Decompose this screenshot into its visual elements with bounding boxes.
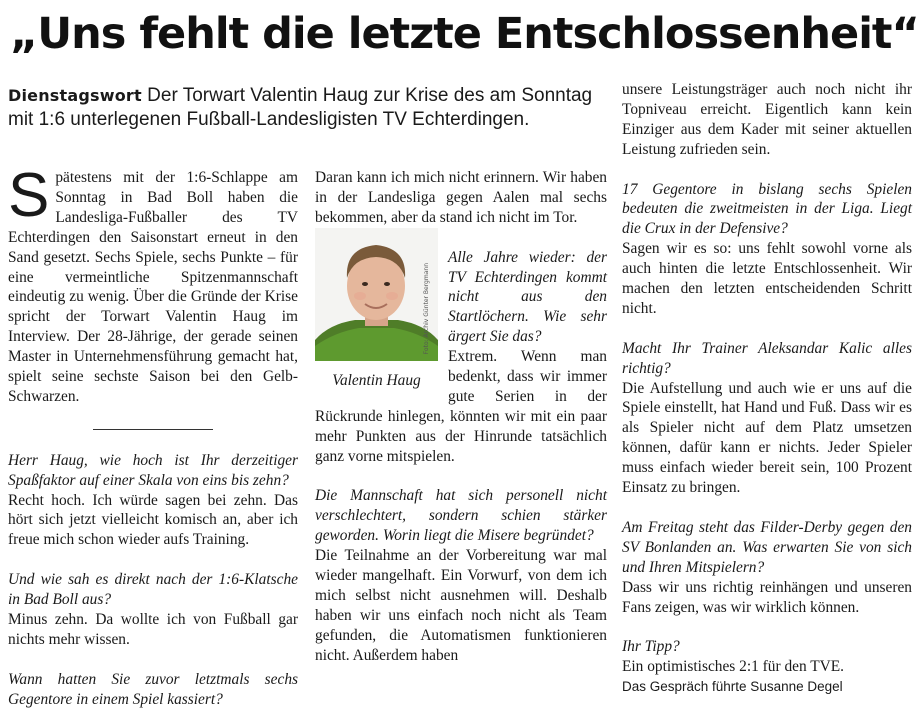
divider	[93, 429, 213, 431]
answer-8: Dass wir uns richtig reinhängen und unseren Fans zeigen, was wir wirklich können.	[622, 578, 912, 616]
dropcap: S	[8, 161, 50, 230]
question-8: Am Freitag steht das Filder-Derby gegen den SV Bonlanden an. Was erwarten Sie von sich und Ihren Mitspielern?	[622, 518, 912, 576]
byline: Das Gespräch führte Susanne Degel	[622, 679, 843, 695]
portrait-figure	[315, 228, 438, 390]
intro-text: Der Torwart Valentin Haug zur Krise des am Sonntag mit 1:6 unterlegenen Fußball-Landesligisten TV Echterdingen.	[8, 85, 593, 130]
photo-credit: Foto: Archiv Günter Bergmann	[423, 263, 431, 355]
question-4: Alle Jahre wieder: der TV Echterdingen kommt nicht aus den Startlöchern. Wie sehr ärgert Sie das?	[448, 248, 607, 346]
question-7: Macht Ihr Trainer Aleksandar Kalic alles richtig?	[622, 339, 912, 377]
answer-6: Sagen wir es so: uns fehlt sowohl vorne als auch hinten die letzte Entschlossenheit. Wir machen den letzten entscheidenden Schritt nicht.	[622, 240, 912, 317]
answer-2: Minus zehn. Da wollte ich von Fußball gar nichts mehr wissen.	[8, 611, 298, 648]
column-2	[315, 168, 607, 666]
intro	[8, 84, 608, 132]
question-1: Herr Haug, wie hoch ist Ihr derzeitiger Spaßfaktor auf einer Skala von eins bis zehn?	[8, 451, 298, 489]
answer-9: Ein optimistisches 2:1 für den TVE.	[622, 658, 844, 676]
answer-5-part-1: Die Teilnahme an der Vorbereitung war mal wieder mangelhaft. Ein Vorwurf, von dem ich mich selbst nicht ausnehmen will. Deshalb haben wir uns einfach noch nicht als Team gefunden, die Automatismen funktionieren nicht. Außerdem haben	[315, 547, 607, 664]
intro-kicker: Dienstagswort	[8, 86, 142, 105]
answer-7: Die Aufstellung und auch wie er uns auf die Spiele einstellt, hat Hand und Fuß. Dass wir es als Spieler nicht auf dem Platz umsetzen können, dafür kann er nichts. Jeder Spieler muss einfach wieder bereit sein, 100 Prozent Einsatz zu bringen.	[622, 379, 912, 497]
column-1	[8, 161, 298, 710]
question-2: Und wie sah es direkt nach der 1:6-Klatsche in Bad Boll aus?	[8, 571, 298, 609]
answer-3: Daran kann ich mich nicht erinnern. Wir haben in der Landesliga gegen Aalen mal sechs bekommen, aber da stand ich nicht im Tor.	[315, 169, 607, 226]
answer-1: Recht hoch. Ich würde sagen bei zehn. Das hört sich jetzt vielleicht komisch an, aber ich freue mich schon wieder aufs Training.	[8, 491, 298, 549]
column-3	[622, 80, 912, 697]
question-5: Die Mannschaft hat sich personell nicht verschlechtert, sondern schien stärker geworden. Worin liegt die Misere begründet?	[315, 487, 607, 545]
headline: „Uns fehlt die letzte Entschlossenheit“	[10, 9, 919, 59]
question-3: Wann hatten Sie zuvor letztmals sechs Gegentore in einem Spiel kassiert?	[8, 670, 298, 708]
photo-caption: Valentin Haug	[332, 371, 421, 389]
lead-text: pätestens mit der 1:6-Schlappe am Sonntag in Bad Boll haben die Landesliga-Fußballer des TV Echterdingen den Saisonstart erneut in den Sand gesetzt. Sechs Spiele, sechs Punkte – für eine vermeintliche Spitzenmannschaft eindeutig zu wenig. Über die Gründe der Krise spricht der Torwart Valentin Haug im Interview. Der 28-Jährige, der gerade seinen Master in Unternehmensführung gemacht hat, spielt seine sechste Saison bei den Gelb-Schwarzen.	[8, 169, 298, 405]
lead-paragraph	[8, 161, 298, 407]
portrait-photo	[315, 228, 438, 361]
question-6: 17 Gegentore in bislang sechs Spielen bedeuten die zweitmeisten in der Liga. Liegt die Crux in der Defensive?	[622, 180, 912, 238]
answer-5-part-2: unsere Leistungsträger auch noch nicht ihr Topniveau erreicht. Eigentlich kann kein Einziger aus dem Kader mit seiner aktuellen Leistung zufrieden sein.	[622, 81, 912, 158]
answer-4: Extrem. Wenn man bedenkt, dass wir immer gute Serien in der Rückrunde hinlegen, könnten wir mit ein paar mehr Punkten aus der Hinrunde tatsächlich ganz vorne mitspielen.	[315, 348, 607, 465]
question-9: Ihr Tipp?	[622, 638, 680, 656]
